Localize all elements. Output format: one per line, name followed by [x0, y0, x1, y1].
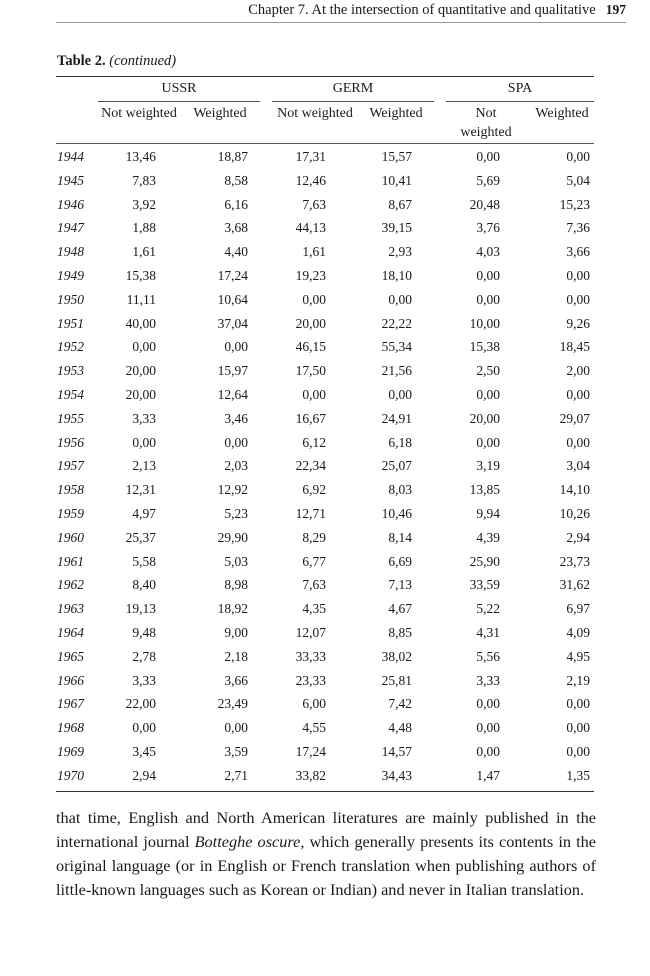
cell-ussr-weighted: 12,64: [217, 386, 248, 402]
cell-ussr-not-weighted: 22,00: [125, 696, 156, 712]
year-cell: 1959: [57, 505, 84, 521]
cell-germ-weighted: 7,42: [388, 696, 412, 712]
cell-ussr-not-weighted: 19,13: [125, 601, 156, 617]
table-row: [56, 739, 594, 763]
cell-ussr-not-weighted: 7,83: [132, 172, 156, 188]
cell-spa-weighted: 4,09: [566, 624, 590, 640]
table-row: [56, 596, 594, 620]
cell-germ-weighted: 8,85: [388, 624, 412, 640]
year-cell: 1947: [57, 220, 84, 236]
cell-spa-weighted: 5,04: [566, 172, 590, 188]
cell-ussr-not-weighted: 4,97: [132, 505, 156, 521]
cell-spa-weighted: 9,26: [566, 315, 590, 331]
year-cell: 1944: [57, 149, 84, 164]
year-cell: 1968: [57, 720, 84, 736]
year-cell: 1945: [57, 172, 84, 188]
cell-ussr-weighted: 9,00: [224, 624, 248, 640]
year-cell: 1948: [57, 244, 84, 260]
cell-germ-not-weighted: 8,29: [302, 529, 326, 545]
cell-germ-not-weighted: 17,50: [295, 363, 326, 379]
table-row: [56, 382, 594, 406]
cell-ussr-weighted: 2,03: [224, 458, 248, 474]
cell-germ-not-weighted: 12,07: [295, 624, 326, 640]
year-cell: 1954: [57, 386, 84, 402]
cell-germ-weighted: 39,15: [381, 220, 412, 236]
cell-ussr-not-weighted: 0,00: [132, 720, 156, 736]
table-row: [56, 192, 594, 216]
table-body: [56, 144, 594, 787]
cell-germ-not-weighted: 46,15: [295, 339, 326, 355]
year-cell: 1966: [57, 672, 84, 688]
cell-spa-weighted: 18,45: [559, 339, 590, 355]
table-row: [56, 715, 594, 739]
table-row: [56, 453, 594, 477]
cell-ussr-not-weighted: 20,00: [125, 363, 156, 379]
cell-spa-not-weighted: 0,00: [476, 743, 500, 759]
cell-spa-weighted: 0,00: [566, 434, 590, 450]
table-row: [56, 311, 594, 335]
cell-ussr-weighted: 23,49: [217, 696, 248, 712]
cell-spa-not-weighted: 15,38: [469, 339, 500, 355]
cell-germ-weighted: 7,13: [388, 577, 412, 593]
cell-germ-weighted: 10,41: [381, 172, 412, 188]
cell-ussr-weighted: 10,64: [217, 291, 248, 307]
subheader-germ-weighted: Weighted: [369, 106, 423, 121]
cell-germ-weighted: 6,69: [388, 553, 412, 569]
cell-spa-weighted: 0,00: [566, 386, 590, 402]
cell-spa-not-weighted: 0,00: [476, 696, 500, 712]
cell-germ-weighted: 38,02: [381, 648, 412, 664]
cell-germ-not-weighted: 17,24: [295, 743, 326, 759]
body-paragraph: [56, 806, 596, 902]
caption-note: (continued): [109, 53, 177, 69]
cell-germ-weighted: 4,67: [388, 601, 412, 617]
running-header: [56, 0, 626, 23]
cell-ussr-not-weighted: 9,48: [132, 624, 156, 640]
cell-ussr-not-weighted: 2,94: [132, 767, 156, 783]
cell-spa-weighted: 2,19: [566, 672, 590, 688]
cell-germ-weighted: 14,57: [381, 743, 412, 759]
table-row: [56, 477, 594, 501]
cell-ussr-not-weighted: 0,00: [132, 434, 156, 450]
year-cell: 1952: [57, 339, 84, 355]
table-row: [56, 572, 594, 596]
cell-germ-not-weighted: 0,00: [302, 386, 326, 402]
cell-ussr-weighted: 17,24: [217, 267, 248, 283]
cell-spa-not-weighted: 5,69: [476, 172, 500, 188]
cell-spa-not-weighted: 0,00: [476, 434, 500, 450]
cell-spa-not-weighted: 20,00: [469, 410, 500, 426]
cell-ussr-not-weighted: 20,00: [125, 386, 156, 402]
year-cell: 1955: [57, 410, 84, 426]
cell-ussr-not-weighted: 3,45: [132, 743, 156, 759]
cell-ussr-not-weighted: 3,33: [132, 672, 156, 688]
cell-germ-not-weighted: 17,31: [295, 149, 326, 164]
table-row: [56, 263, 594, 287]
table-row: [56, 406, 594, 430]
cell-ussr-weighted: 0,00: [224, 339, 248, 355]
year-cell: 1964: [57, 624, 84, 640]
cell-spa-weighted: 0,00: [566, 267, 590, 283]
cell-ussr-weighted: 15,97: [217, 363, 248, 379]
cell-germ-weighted: 22,22: [381, 315, 412, 331]
year-cell: 1962: [57, 577, 84, 593]
cell-ussr-weighted: 5,03: [224, 553, 248, 569]
group-header-ussr: USSR: [161, 81, 197, 96]
table-row: [56, 691, 594, 715]
cell-germ-not-weighted: 1,61: [302, 244, 326, 260]
cell-germ-not-weighted: 12,46: [295, 172, 326, 188]
cell-spa-weighted: 2,94: [566, 529, 590, 545]
cell-ussr-weighted: 2,18: [224, 648, 248, 664]
table-row: [56, 358, 594, 382]
cell-germ-not-weighted: 6,77: [302, 553, 326, 569]
cell-germ-not-weighted: 22,34: [295, 458, 326, 474]
cell-spa-weighted: 2,00: [566, 363, 590, 379]
cell-spa-not-weighted: 9,94: [476, 505, 500, 521]
subheader-ussr-weighted: Weighted: [193, 106, 247, 121]
cell-spa-not-weighted: 13,85: [469, 482, 500, 498]
cell-spa-weighted: 4,95: [566, 648, 590, 664]
table-row: [56, 287, 594, 311]
cell-spa-weighted: 0,00: [566, 291, 590, 307]
table-row: [56, 144, 594, 168]
cell-germ-not-weighted: 44,13: [295, 220, 326, 236]
cell-ussr-weighted: 5,23: [224, 505, 248, 521]
cell-spa-not-weighted: 3,19: [476, 458, 500, 474]
cell-ussr-weighted: 3,66: [224, 672, 248, 688]
cell-spa-weighted: 0,00: [566, 696, 590, 712]
cell-spa-weighted: 0,00: [566, 743, 590, 759]
cell-ussr-weighted: 18,92: [217, 601, 248, 617]
running-title: Chapter 7. At the intersection of quantitative and qualitative: [248, 2, 596, 18]
page-number: 197: [605, 2, 626, 17]
cell-spa-weighted: 7,36: [566, 220, 590, 236]
group-header-spa: SPA: [507, 81, 533, 96]
paragraph-text-start: that time, English and North American literatures are mainly published in the international journal: [56, 808, 596, 851]
cell-ussr-not-weighted: 0,00: [132, 339, 156, 355]
cell-ussr-not-weighted: 8,40: [132, 577, 156, 593]
table-row: [56, 668, 594, 692]
cell-ussr-not-weighted: 3,92: [132, 196, 156, 212]
cell-ussr-weighted: 37,04: [217, 315, 248, 331]
cell-spa-not-weighted: 1,47: [476, 767, 500, 783]
cell-ussr-weighted: 8,98: [224, 577, 248, 593]
year-cell: 1953: [57, 363, 84, 379]
cell-germ-weighted: 21,56: [381, 363, 412, 379]
cell-germ-weighted: 2,93: [388, 244, 412, 260]
cell-germ-weighted: 34,43: [381, 767, 412, 783]
cell-ussr-weighted: 4,40: [224, 244, 248, 260]
cell-germ-not-weighted: 4,55: [302, 720, 326, 736]
table-row: [56, 549, 594, 573]
cell-spa-not-weighted: 0,00: [476, 267, 500, 283]
cell-ussr-not-weighted: 40,00: [125, 315, 156, 331]
cell-germ-not-weighted: 12,71: [295, 505, 326, 521]
cell-spa-weighted: 23,73: [559, 553, 590, 569]
cell-ussr-not-weighted: 13,46: [125, 149, 156, 164]
cell-ussr-weighted: 18,87: [217, 149, 248, 164]
cell-ussr-weighted: 0,00: [224, 720, 248, 736]
journal-title: Botteghe oscure: [194, 832, 301, 851]
cell-germ-not-weighted: 6,92: [302, 482, 326, 498]
year-cell: 1967: [57, 696, 84, 712]
table-caption: [57, 53, 176, 70]
year-cell: 1951: [57, 315, 84, 331]
cell-spa-not-weighted: 2,50: [476, 363, 500, 379]
group-rule-spa: [446, 101, 594, 102]
cell-germ-weighted: 8,14: [388, 529, 412, 545]
cell-germ-weighted: 15,57: [381, 149, 412, 164]
cell-germ-not-weighted: 23,33: [295, 672, 326, 688]
cell-ussr-weighted: 3,46: [224, 410, 248, 426]
cell-ussr-not-weighted: 5,58: [132, 553, 156, 569]
table-row: [56, 763, 594, 787]
cell-germ-weighted: 4,48: [388, 720, 412, 736]
data-table: [56, 76, 594, 783]
cell-spa-not-weighted: 3,76: [476, 220, 500, 236]
cell-germ-not-weighted: 19,23: [295, 267, 326, 283]
cell-ussr-not-weighted: 1,88: [132, 220, 156, 236]
group-header-germ: GERM: [332, 81, 374, 96]
table-row: [56, 620, 594, 644]
cell-germ-not-weighted: 33,33: [295, 648, 326, 664]
year-cell: 1969: [57, 743, 84, 759]
cell-ussr-not-weighted: 1,61: [132, 244, 156, 260]
cell-germ-not-weighted: 7,63: [302, 196, 326, 212]
subheader-ussr-not-weighted: Not weighted: [101, 106, 177, 121]
table-row: [56, 215, 594, 239]
cell-ussr-weighted: 12,92: [217, 482, 248, 498]
cell-spa-not-weighted: 4,03: [476, 244, 500, 260]
cell-germ-not-weighted: 20,00: [295, 315, 326, 331]
cell-germ-not-weighted: 6,12: [302, 434, 326, 450]
paragraph-text-end: , which generally presents its contents in the original language (or in English or French translation when publishing authors of little-known languages such as Korean or Indian) and never in Italian translation.: [56, 832, 596, 899]
cell-ussr-not-weighted: 3,33: [132, 410, 156, 426]
year-cell: 1960: [57, 529, 84, 545]
year-cell: 1950: [57, 291, 84, 307]
cell-ussr-weighted: 3,68: [224, 220, 248, 236]
cell-spa-not-weighted: 25,90: [469, 553, 500, 569]
cell-germ-weighted: 0,00: [388, 291, 412, 307]
cell-spa-weighted: 3,66: [566, 244, 590, 260]
year-cell: 1970: [57, 767, 84, 783]
subheader-spa-weighted: Weighted: [535, 106, 589, 121]
table-row: [56, 168, 594, 192]
cell-spa-not-weighted: 0,00: [476, 720, 500, 736]
cell-germ-weighted: 10,46: [381, 505, 412, 521]
cell-germ-weighted: 18,10: [381, 267, 412, 283]
cell-ussr-not-weighted: 2,13: [132, 458, 156, 474]
cell-spa-not-weighted: 4,39: [476, 529, 500, 545]
cell-ussr-not-weighted: 12,31: [125, 482, 156, 498]
cell-spa-not-weighted: 0,00: [476, 291, 500, 307]
cell-germ-weighted: 0,00: [388, 386, 412, 402]
cell-spa-not-weighted: 33,59: [469, 577, 500, 593]
cell-germ-not-weighted: 33,82: [295, 767, 326, 783]
year-cell: 1949: [57, 267, 84, 283]
cell-ussr-not-weighted: 15,38: [125, 267, 156, 283]
cell-ussr-not-weighted: 25,37: [125, 529, 156, 545]
group-rule-ussr: [98, 101, 260, 102]
cell-spa-weighted: 14,10: [559, 482, 590, 498]
cell-ussr-weighted: 6,16: [224, 196, 248, 212]
table-row: [56, 501, 594, 525]
cell-ussr-weighted: 0,00: [224, 434, 248, 450]
year-cell: 1957: [57, 458, 84, 474]
table-row: [56, 430, 594, 454]
cell-germ-not-weighted: 7,63: [302, 577, 326, 593]
cell-ussr-weighted: 2,71: [224, 767, 248, 783]
group-rule-germ: [272, 101, 434, 102]
cell-spa-weighted: 3,04: [566, 458, 590, 474]
cell-spa-not-weighted: 0,00: [476, 386, 500, 402]
cell-spa-not-weighted: 5,22: [476, 601, 500, 617]
table-row: [56, 334, 594, 358]
cell-spa-not-weighted: 3,33: [476, 672, 500, 688]
table-row: [56, 644, 594, 668]
cell-spa-not-weighted: 4,31: [476, 624, 500, 640]
cell-spa-weighted: 0,00: [566, 149, 590, 164]
cell-germ-weighted: 25,81: [381, 672, 412, 688]
cell-spa-weighted: 10,26: [559, 505, 590, 521]
cell-germ-weighted: 6,18: [388, 434, 412, 450]
cell-germ-not-weighted: 16,67: [295, 410, 326, 426]
cell-spa-not-weighted: 10,00: [469, 315, 500, 331]
cell-germ-weighted: 8,67: [388, 196, 412, 212]
cell-spa-weighted: 31,62: [559, 577, 590, 593]
subheader-germ-not-weighted: Not weighted: [277, 106, 353, 121]
cell-spa-not-weighted: 20,48: [469, 196, 500, 212]
year-cell: 1963: [57, 601, 84, 617]
year-cell: 1961: [57, 553, 84, 569]
cell-germ-weighted: 8,03: [388, 482, 412, 498]
cell-spa-weighted: 29,07: [559, 410, 590, 426]
cell-spa-not-weighted: 5,56: [476, 648, 500, 664]
subheader-spa-not-weighted: Not weighted: [460, 106, 512, 140]
cell-germ-not-weighted: 0,00: [302, 291, 326, 307]
cell-spa-weighted: 6,97: [566, 601, 590, 617]
cell-ussr-weighted: 29,90: [217, 529, 248, 545]
table-row: [56, 525, 594, 549]
year-cell: 1956: [57, 434, 84, 450]
caption-label: Table 2.: [57, 53, 106, 69]
year-cell: 1965: [57, 648, 84, 664]
year-cell: 1946: [57, 196, 84, 212]
cell-germ-weighted: 55,34: [381, 339, 412, 355]
cell-spa-weighted: 15,23: [559, 196, 590, 212]
cell-germ-not-weighted: 6,00: [302, 696, 326, 712]
cell-germ-not-weighted: 4,35: [302, 601, 326, 617]
cell-germ-weighted: 25,07: [381, 458, 412, 474]
cell-ussr-weighted: 3,59: [224, 743, 248, 759]
cell-germ-weighted: 24,91: [381, 410, 412, 426]
cell-ussr-not-weighted: 11,11: [126, 291, 156, 307]
table-row: [56, 239, 594, 263]
table-bottom-rule: [56, 791, 594, 792]
cell-spa-weighted: 1,35: [566, 767, 590, 783]
year-cell: 1958: [57, 482, 84, 498]
cell-ussr-weighted: 8,58: [224, 172, 248, 188]
cell-ussr-not-weighted: 2,78: [132, 648, 156, 664]
cell-spa-weighted: 0,00: [566, 720, 590, 736]
cell-spa-not-weighted: 0,00: [476, 149, 500, 164]
